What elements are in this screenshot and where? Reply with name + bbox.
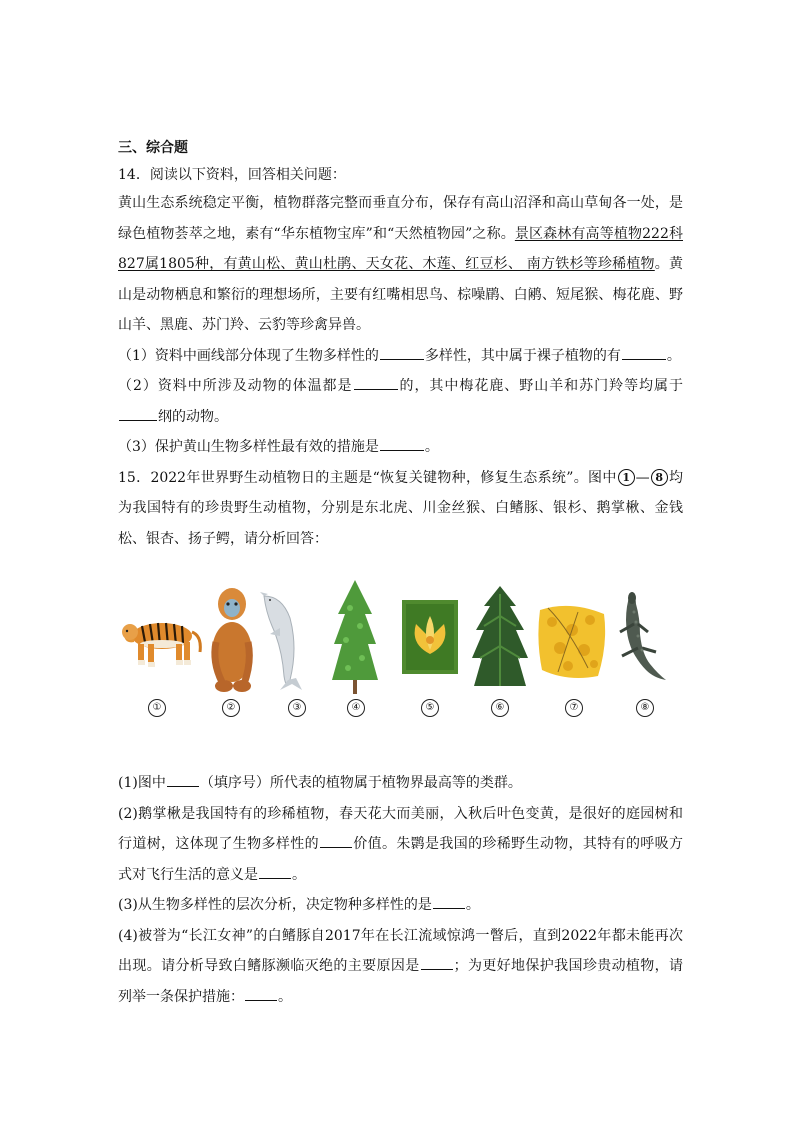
q14-sub3-text-b: 。 (424, 439, 439, 455)
question-14 (118, 163, 683, 463)
q15-part3-b: 。 (465, 897, 480, 913)
figure-number-5: ⑤ (421, 699, 439, 717)
answer-blank[interactable] (622, 345, 666, 360)
q14-sub3 (118, 432, 683, 463)
figure-number-4: ④ (347, 699, 365, 717)
chinese-alligator-image (612, 592, 668, 684)
circled-number-1: 1 (618, 469, 635, 486)
q14-sub1-text-a: （1）资料中画线部分体现了生物多样性的 (118, 347, 379, 364)
golden-monkey-image (208, 582, 256, 694)
q14-sub2-text-c: 纲的动物。 (158, 408, 228, 425)
q15-part4 (118, 921, 683, 1013)
tiger-image (120, 606, 202, 668)
baiji-dolphin-image (260, 588, 304, 692)
q14-passage (118, 188, 683, 341)
worksheet-top (118, 138, 683, 554)
q15-part4-a: (4)被誉为“长江女神”的白鳍豚自2017年在长江流域惊鸿一瞥后，直到2022年都未能再次出现。请分析导致白鳍豚濒临灭绝的主要原因是 (118, 927, 683, 974)
q14-sub2-text-b: 的，其中梅花鹿、野山羊和苏门羚等均属于 (398, 378, 683, 394)
figure-number-6: ⑥ (491, 699, 509, 717)
q15-part2-a: (2)鹅掌楸是我国特有的珍稀植物，春天花大而美丽，入秋后叶色变黄，是很好的庭园树和行道树，这体现了生物多样性的 (118, 805, 683, 852)
answer-blank[interactable] (119, 406, 157, 421)
circled-number-8: 8 (651, 469, 668, 486)
ginkgo-image (538, 604, 606, 678)
answer-blank[interactable] (421, 955, 453, 970)
q15-part1-a: (1)图中 (118, 775, 166, 791)
q15-part1 (118, 768, 683, 799)
figure-number-2: ② (222, 699, 240, 717)
q15-intro-b: 均为我国特有的珍贵野生动植物，分别是东北虎、川金丝猴、白鳍豚、银杉、鹅掌楸、金钱松、银杏、扬子鳄，请分析回答： (118, 469, 683, 547)
q15-part3-a: (3)从生物多样性的层次分析，决定物种多样性的是 (118, 897, 432, 913)
figure-number-8: ⑧ (636, 699, 654, 717)
q14-passage-underlined: 景区森林有高等植物222科827属1805种，有黄山松、黄山杜鹃、天女花、木莲、红豆杉、 南方铁杉等珍稀植物 (118, 225, 683, 272)
question-15-parts (118, 768, 683, 1012)
answer-blank[interactable] (433, 894, 465, 909)
q14-sub2-text-a: （2）资料中所涉及动物的体温都是 (118, 378, 353, 394)
q14-sub1-text-c: 。 (666, 347, 681, 364)
species-figure (118, 578, 688, 718)
figure-number-3: ③ (288, 699, 306, 717)
q15-part4-b: ；为更好地保护我国珍贵动植物，请列举一条保护措施： (118, 958, 684, 1005)
figure-number-1: ① (148, 699, 166, 717)
q14-sub1 (118, 341, 683, 372)
q15-dash: — (635, 469, 650, 486)
q15-intro-a: 15．2022年世界野生动植物日的主题是“恢复关键物种，修复生态系统”。图中 (118, 469, 617, 486)
answer-blank[interactable] (245, 986, 277, 1001)
q15-part4-c: 。 (278, 988, 292, 1005)
cathaya-tree-image (332, 578, 378, 696)
q15-part2-b: 价值。朱鹮是我国的珍稀野生动物，其特有的呼吸方式对飞行生活的意义是 (118, 836, 684, 883)
section-title: 三、综合题 (118, 140, 188, 156)
answer-blank[interactable] (354, 375, 398, 390)
figure-number-7: ⑦ (565, 699, 583, 717)
q14-passage-a: 黄山生态系统稳定平衡，植物群落完整而垂直分布，保存有高山沼泽和高山草甸各一处，是绿色植物荟萃之地，素有“华东植物宝库”和“天然植物园”之称。 (118, 195, 683, 242)
q15-part1-b: （填序号）所代表的植物属于植物界最高等的类群。 (199, 775, 522, 791)
golden-larch-image (472, 586, 528, 692)
answer-blank[interactable] (320, 833, 352, 848)
tulip-tree-flower-image (402, 600, 458, 674)
q14-sub3-text-a: （3）保护黄山生物多样性最有效的措施是 (118, 439, 379, 455)
answer-blank[interactable] (259, 864, 291, 879)
q15-part3 (118, 890, 683, 921)
answer-blank[interactable] (380, 345, 424, 360)
q14-passage-b: 。黄山是动物栖息和繁衍的理想场所，主要有红嘴相思鸟、棕噪鹛、白鹇、短尾猴、梅花鹿、野山羊、黑鹿、苏门羚、云豹等珍禽异兽。 (118, 256, 683, 333)
q14-heading: 14．阅读以下资料，回答相关问题： (118, 167, 346, 183)
q15-part2-c: 。 (292, 866, 306, 883)
q15-intro (118, 463, 683, 555)
q14-sub2 (118, 371, 683, 432)
question-15 (118, 463, 683, 555)
answer-blank[interactable] (167, 772, 199, 787)
q15-part2 (118, 799, 683, 891)
answer-blank[interactable] (380, 436, 424, 451)
q14-sub1-text-b: 多样性，其中属于裸子植物的有 (424, 347, 621, 364)
